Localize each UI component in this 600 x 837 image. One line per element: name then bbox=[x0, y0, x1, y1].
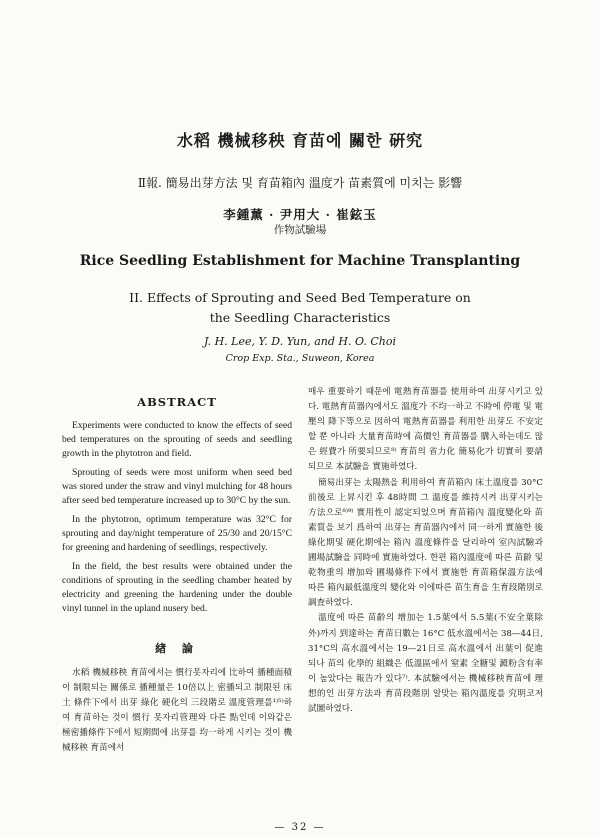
subtitle-english-line-1: II. Effects of Sprouting and Seed Bed Temperature on bbox=[129, 290, 471, 305]
introduction-paragraph: 溫度에 따른 苗齡의 增加는 1.5葉에서 5.5葉(不安全葉除外)까지 到達하는 育苗日數는 16°C 低水溫에서는 38—44日, 31°C의 高水溫에서는 19—21日로 高水溫에서 出葉이 促進되나 苗의 化學的 組織은 低溫區에서 窒素 全糖및 澱粉含有率이 높았다는 報告가 있다⁷⁾. 本試驗에서는 機械移秧育苗에 理想的인 出芽方法과 育苗段階別 알맞는 箱內溫度를 究明코저 試圖하였다. bbox=[308, 613, 543, 714]
authors-korean: 李鍾薰 · 尹用大 · 崔鉉玉 bbox=[223, 207, 377, 222]
abstract-paragraph: In the phytotron, optimum temperature was 32°C for sprouting and day/night temperature of 25/30 and 20/15°C for greening and hardening of seedlings, respectively. bbox=[62, 514, 292, 553]
abstract-paragraph: In the field, the best results were obtained under the conditions of sprouting in the seedling chamber heated by electricity and greening the hardening under the double vinyl tunnel in the upland nusery bed. bbox=[62, 561, 292, 614]
subtitle-english-line-2: the Seedling Characteristics bbox=[209, 310, 391, 325]
right-column bbox=[308, 385, 543, 717]
subtitle-korean: Ⅱ報. 簡易出芽方法 및 育苗箱內 溫度가 苗素質에 미치는 影響 bbox=[137, 176, 463, 190]
abstract-paragraph: Sprouting of seeds were most uniform when seed bed was stored under the straw and vinyl mulching for 48 hours after seed bed temperature increased up to 30°C by the sun. bbox=[62, 467, 292, 506]
page-number: — 32 — bbox=[274, 822, 326, 833]
affiliation-korean: 作物試驗場 bbox=[273, 224, 327, 236]
affiliation-english: Crop Exp. Sta., Suweon, Korea bbox=[225, 353, 375, 364]
introduction-paragraph: 매우 重要하기 때문에 電熱育苗器를 使用하여 出芽시키고 있다. 電熱育苗器內에서도 溫度가 不均一하고 不時에 停電 및 電壓의 降下等으로 因하여 電熱育苗器를 利用한 出芽도 不安定할 뿐 아니라 大量育苗時에 高價인 育苗器를 購入하는데도 많은 經費가 所要되므로⁸⁾ 育苗의 省力化 簡易化가 切實히 要請되므로 本試驗을 實施하였다. bbox=[308, 387, 543, 473]
introduction-heading: 緖 論 bbox=[155, 642, 199, 655]
subtitle-english bbox=[0, 288, 600, 328]
left-column bbox=[62, 395, 292, 757]
introduction-paragraph: 簡易出芽는 太陽熱을 利用하여 育苗箱內 床土溫度를 30°C 前後로 上昇시킨 후 48時間 그 溫度를 維持시켜 出芽시키는 方法으로⁸⁾⁹⁾ 實用性이 認定되었으며 育苗箱內 溫度變化와 苗素質을 보기 爲하여 出芽는 育苗器內에서 同一하게 實施한 後 綠化期및 硬化期에는 箱內 溫度條件을 달리하여 室內試驗과 圃場試驗을 同時에 實施하였다. 한편 箱內溫度에 따른 苗齡 및 乾物重의 增加와 圃場條件下에서 實施한 育苗箱保溫方法에 따른 箱內最低溫度의 變化와 이에따른 苗生育을 生育段階別로 調査하였다. bbox=[308, 477, 543, 609]
title-korean: 水稻 機械移秧 育苗에 關한 硏究 bbox=[176, 131, 424, 150]
title-english: Rice Seedling Establishment for Machine Transplanting bbox=[79, 253, 521, 269]
abstract-paragraph: Experiments were conducted to know the effects of seed bed temperatures on the sprouting of seeds and seedling growth in the phytotron and field. bbox=[62, 420, 292, 459]
abstract-heading: ABSTRACT bbox=[137, 395, 217, 409]
introduction-paragraph: 水稻 機械移秧 育苗에서는 慣行못자리에 比하여 播種面積이 制限되는 關係로 播種量은 10倍以上 密播되고 制限된 床土 條件下에서 出芽 綠化 硬化의 三段階로 溫度管理를¹⁾⁵⁾하여 育苗하는 것이 慣行 못자리管理와 다른 點인데 이와같은 極密播條件下에서 短期間에 出芽를 均一하게 시키는 것이 機械移秧 育苗에서 bbox=[62, 668, 292, 754]
authors-english: J. H. Lee, Y. D. Yun, and H. O. Choi bbox=[204, 335, 396, 348]
